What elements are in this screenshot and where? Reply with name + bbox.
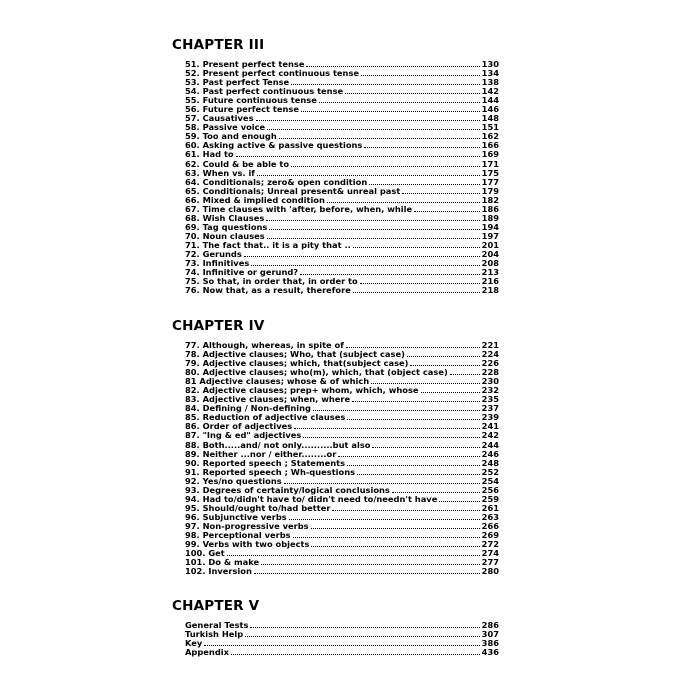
chapter-title: CHAPTER III	[172, 37, 265, 53]
dot-leader	[204, 639, 479, 646]
toc-entry-page-number: 216	[481, 276, 499, 287]
toc-entry-page-number: 182	[481, 194, 499, 205]
toc-entry-page-number: 235	[481, 394, 499, 405]
dot-leader	[269, 223, 479, 230]
toc-entry-label: 85. Reduction of adjective clauses	[185, 412, 346, 423]
toc-entry-label: 58. Passive voice	[185, 122, 266, 133]
toc-entry-label: 59. Too and enough	[185, 131, 277, 142]
chapter-toc	[185, 341, 499, 576]
toc-entry-label: 80. Adjective clauses; who(m), which, that (object case)	[185, 367, 448, 378]
dot-leader	[369, 178, 479, 185]
toc-entry-label: 99. Verbs with two objects	[185, 539, 310, 550]
dot-leader	[254, 567, 480, 574]
dot-leader	[353, 241, 480, 248]
toc-entry-page-number: 280	[481, 566, 499, 577]
dot-leader	[402, 187, 479, 194]
toc-entry-page-number: 224	[481, 349, 499, 360]
dot-leader	[421, 386, 480, 393]
dot-leader	[347, 459, 480, 466]
toc-entry-label: 92. Yes/no questions	[185, 475, 282, 486]
dot-leader	[227, 549, 480, 556]
toc-entry-page-number: 228	[481, 367, 499, 378]
toc-entry-label: 52. Present perfect continuous tense	[185, 68, 360, 79]
toc-entry-label: 77. Although, whereas, in spite of	[185, 340, 344, 350]
toc-entry-label: 64. Conditionals; zero& open condition	[185, 176, 368, 187]
toc-entry	[185, 567, 499, 576]
toc-entry	[185, 540, 499, 549]
toc-entry-page-number: 148	[481, 113, 499, 124]
dot-leader	[267, 232, 480, 239]
toc-entry-label: 65. Conditionals; Unreal present& unreal past	[185, 185, 401, 196]
toc-entry-page-number: 189	[481, 212, 499, 223]
dot-leader	[357, 468, 480, 475]
toc-entry-page-number: 286	[481, 620, 499, 630]
toc-entry-label: 90. Reported speech ; Statements	[185, 457, 346, 468]
toc-entry-page-number: 162	[481, 131, 499, 142]
toc-entry-label: 57. Causatives	[185, 113, 254, 124]
toc-entry-label: 84. Defining / Non-defining	[185, 403, 311, 414]
toc-entry-page-number: 218	[481, 285, 499, 296]
toc-entry-label: 72. Gerunds	[185, 248, 242, 259]
toc-entry-label: 79. Adjective clauses; which, that(subject case)	[185, 358, 409, 369]
chapter-title: CHAPTER IV	[172, 318, 265, 334]
toc-entry-page-number: 244	[481, 439, 499, 450]
toc-entry-label: 88. Both.....and/ not only..........but also	[185, 439, 371, 450]
toc-entry-label: 67. Time clauses with 'after, before, when, while	[185, 203, 413, 214]
dot-leader	[352, 395, 480, 402]
dot-leader	[301, 105, 480, 112]
toc-entry-label: 98. Perceptional verbs	[185, 529, 291, 540]
dot-leader	[338, 450, 479, 457]
toc-entry-page-number: 259	[481, 493, 499, 504]
dot-leader	[372, 441, 479, 448]
toc-entry-label: 71. The fact that.. it is a pity that ..	[185, 239, 351, 250]
dot-leader	[267, 123, 479, 130]
toc-entry-page-number: 246	[481, 448, 499, 459]
toc-entry-page-number: 169	[481, 149, 499, 160]
toc-entry-page-number: 272	[481, 539, 499, 550]
toc-entry-label: 75. So that, in order that, in order to	[185, 276, 358, 287]
toc-entry-page-number: 175	[481, 167, 499, 178]
toc-entry-page-number: 138	[481, 77, 499, 88]
toc-entry	[185, 286, 499, 295]
dot-leader	[364, 141, 479, 148]
dot-leader	[236, 150, 480, 157]
toc-entry-page-number: 151	[481, 122, 499, 133]
toc-entry-page-number: 208	[481, 258, 499, 269]
toc-entry-page-number: 254	[481, 475, 499, 486]
toc-entry-page-number: 186	[481, 203, 499, 214]
dot-leader	[291, 160, 480, 167]
dot-leader	[347, 413, 479, 420]
toc-entry-page-number: 277	[481, 557, 499, 568]
toc-entry-label: Key	[185, 638, 203, 649]
dot-leader	[311, 522, 480, 529]
dot-leader	[332, 504, 479, 511]
toc-entry-page-number: 146	[481, 104, 499, 115]
toc-entry-page-number: 274	[481, 548, 499, 559]
toc-entry-label: 56. Future perfect tense	[185, 104, 299, 115]
toc-entry-page-number: 226	[481, 358, 499, 369]
toc-entry-page-number: 269	[481, 529, 499, 540]
dot-leader	[361, 69, 480, 76]
dot-leader	[311, 540, 479, 547]
toc-entry-label: Appendix	[185, 647, 229, 658]
toc-entry-label: 66. Mixed & implied condition	[185, 194, 325, 205]
dot-leader	[410, 359, 479, 366]
toc-entry-label: 61. Had to	[185, 149, 234, 160]
toc-entry-label: 95. Should/ought to/had better	[185, 502, 331, 513]
toc-entry-label: 78. Adjective clauses; Who, that (subject case)	[185, 349, 405, 360]
toc-entry-label: 69. Tag questions	[185, 221, 268, 232]
toc-entry-label: 89. Neither ...nor / either........or	[185, 448, 337, 459]
toc-entry-page-number: 201	[481, 239, 499, 250]
toc-entry-page-number: 242	[481, 430, 499, 441]
toc-entry-page-number: 263	[481, 511, 499, 522]
dot-leader	[414, 205, 480, 212]
dot-leader	[360, 277, 480, 284]
dot-leader	[289, 513, 480, 520]
toc-entry-page-number: 248	[481, 457, 499, 468]
toc-entry-label: 86. Order of adjectives	[185, 421, 293, 432]
toc-entry-page-number: 204	[481, 248, 499, 259]
dot-leader	[303, 431, 479, 438]
toc-entry-page-number: 213	[481, 267, 499, 278]
toc-entry-page-number: 166	[481, 140, 499, 151]
toc-entry-label: 68. Wish Clauses	[185, 212, 265, 223]
toc-entry-page-number: 241	[481, 421, 499, 432]
toc-entry-page-number: 197	[481, 230, 499, 241]
dot-leader	[306, 60, 479, 67]
toc-entry-page-number: 261	[481, 502, 499, 513]
toc-entry-label: 82. Adjective clauses; prep+ whom, which, whose	[185, 385, 419, 396]
chapter-title: CHAPTER V	[172, 598, 260, 614]
toc-entry-label: 96. Subjunctive verbs	[185, 511, 287, 522]
dot-leader	[313, 404, 480, 411]
toc-entry-page-number: 386	[481, 638, 499, 649]
toc-entry-label: 102. Inversion	[185, 566, 252, 577]
toc-entry-page-number: 221	[481, 340, 499, 350]
toc-entry-label: 101. Do & make	[185, 557, 260, 568]
toc-entry-label: 63. When vs. if	[185, 167, 255, 178]
toc-entry-label: 83. Adjective clauses; when, where	[185, 394, 351, 405]
toc-entry-label: 62. Could & be able to	[185, 158, 290, 169]
dot-leader	[257, 169, 480, 176]
dot-leader	[319, 96, 480, 103]
toc-entry-page-number: 171	[481, 158, 499, 169]
dot-leader	[392, 486, 480, 493]
toc-entry-label: Turkish Help	[185, 629, 244, 640]
dot-leader	[266, 214, 479, 221]
toc-entry-label: 73. Infinitives	[185, 258, 250, 269]
toc-entry-label: 74. Infinitive or gerund?	[185, 267, 299, 278]
dot-leader	[231, 648, 480, 655]
toc-entry-page-number: 134	[481, 68, 499, 79]
toc-entry-label: 93. Degrees of certainty/logical conclusions	[185, 484, 390, 495]
dot-leader	[261, 558, 480, 565]
toc-entry-label: 91. Reported speech ; Wh-questions	[185, 466, 356, 477]
toc-entry-page-number: 239	[481, 412, 499, 423]
dot-leader	[279, 132, 480, 139]
dot-leader	[439, 495, 479, 502]
toc-entry-label: 70. Noun clauses	[185, 230, 265, 241]
toc-entry-page-number: 436	[481, 647, 499, 658]
dot-leader	[245, 630, 479, 637]
toc-entry	[185, 630, 499, 639]
toc-entry-page-number: 256	[481, 484, 499, 495]
toc-entry-page-number: 232	[481, 385, 499, 396]
dot-leader	[294, 422, 479, 429]
dot-leader	[407, 350, 480, 357]
dot-leader	[293, 531, 480, 538]
dot-leader	[284, 477, 480, 484]
dot-leader	[346, 341, 480, 348]
toc-entry-label: 76. Now that, as a result, therefore	[185, 285, 351, 296]
toc-entry-label: 54. Past perfect continuous tense	[185, 86, 344, 97]
toc-entry-page-number: 177	[481, 176, 499, 187]
toc-entry	[185, 648, 499, 657]
dot-leader	[353, 286, 480, 293]
dot-leader	[250, 621, 479, 628]
toc-entry-label: 81 Adjective clauses; whose & of which	[185, 376, 370, 387]
toc-entry-page-number: 130	[481, 59, 499, 69]
toc-entry-label: 51. Present perfect tense	[185, 59, 305, 69]
toc-entry-label: 60. Asking active & passive questions	[185, 140, 363, 151]
toc-entry-page-number: 179	[481, 185, 499, 196]
dot-leader	[300, 268, 480, 275]
dot-leader	[345, 87, 480, 94]
dot-leader	[244, 250, 480, 257]
toc-entry-label: 55. Future continuous tense	[185, 95, 317, 106]
toc-entry-label: 87. "Ing & ed" adjectives	[185, 430, 302, 441]
dot-leader	[256, 114, 480, 121]
toc-entry-page-number: 142	[481, 86, 499, 97]
toc-entry-page-number: 237	[481, 403, 499, 414]
toc-entry-page-number: 307	[481, 629, 499, 640]
toc-entry-label: 100. Get	[185, 548, 225, 559]
toc-entry-page-number: 144	[481, 95, 499, 106]
toc-entry-label: General Tests	[185, 620, 249, 630]
dot-leader	[371, 377, 479, 384]
chapter-toc	[185, 60, 499, 295]
toc-entry-label: 94. Had to/didn't have to/ didn't need to/needn't have	[185, 493, 438, 504]
toc-entry-page-number: 230	[481, 376, 499, 387]
chapter-toc	[185, 621, 499, 657]
dot-leader	[327, 196, 480, 203]
dot-leader	[251, 259, 479, 266]
toc-entry-label: 97. Non-progressive verbs	[185, 520, 309, 531]
dot-leader	[291, 78, 480, 85]
dot-leader	[450, 368, 480, 375]
toc-entry	[185, 639, 499, 648]
toc-entry-page-number: 194	[481, 221, 499, 232]
toc-entry-label: 53. Past perfect Tense	[185, 77, 290, 88]
toc-entry-page-number: 266	[481, 520, 499, 531]
toc-entry-page-number: 252	[481, 466, 499, 477]
